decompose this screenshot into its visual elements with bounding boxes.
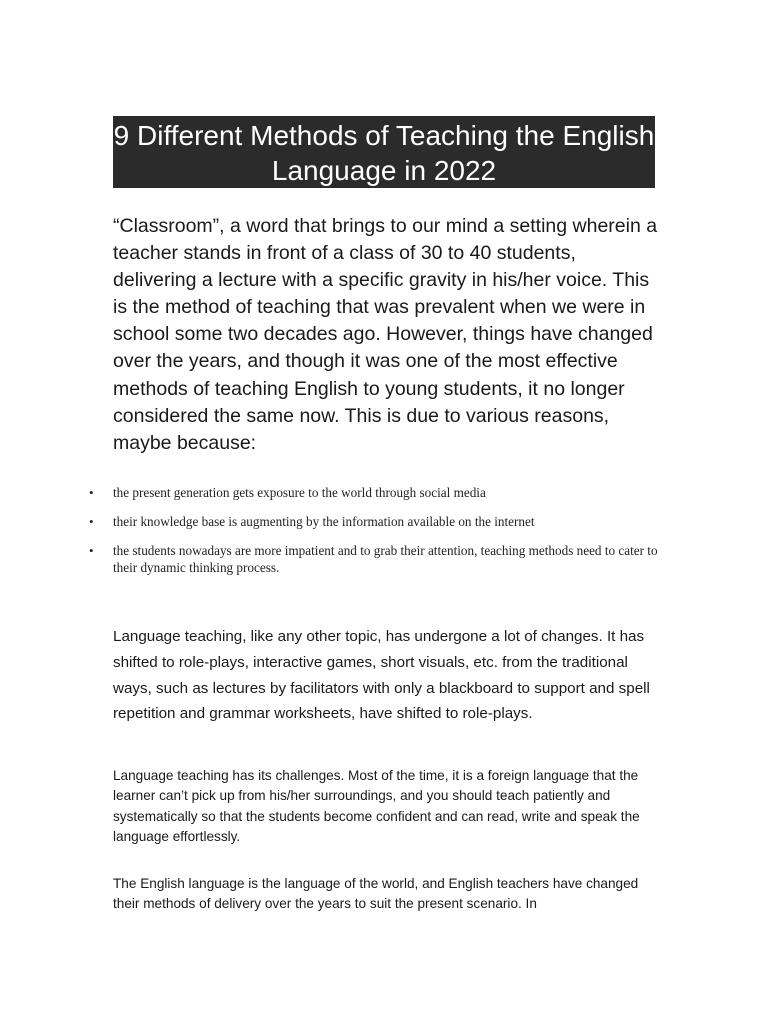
list-item-text: the students nowadays are more impatient and to grab their attention, teaching methods need to cater to their dynamic thinking process.	[113, 543, 658, 575]
list-item-text: the present generation gets exposure to the world through social media	[113, 485, 486, 500]
list-item	[89, 484, 658, 501]
bullet-icon: •	[89, 485, 94, 500]
bullet-icon: •	[89, 514, 94, 529]
body-paragraph-language-teaching: Language teaching, like any other topic, has undergone a lot of changes. It has shifted to role-plays, interactive games, short visuals, etc. from the traditional ways, such as lectures by facilitators with only a blackboard to support and spell repetition and grammar worksheets, have shifted to role-plays.	[113, 628, 650, 723]
bullet-list	[89, 484, 658, 588]
body-paragraph-english-language: The English language is the language of the world, and English teachers have changed their methods of delivery over the years to suit the present scenario. In	[113, 876, 639, 912]
list-item-text: their knowledge base is augmenting by the information available on the internet	[113, 514, 535, 529]
intro-paragraph: “Classroom”, a word that brings to our mind a setting wherein a teacher stands in front of a class of 30 to 40 students, delivering a lecture with a specific gravity in his/her voice. This is the method of teaching that was prevalent when we were in school some two decades ago. However, things have changed over the years, and though it was one of the most effective methods of teaching English to young students, it no longer considered the same now. This is due to various reasons, maybe because:	[113, 215, 658, 454]
page-title: 9 Different Methods of Teaching the English Language in 2022	[113, 116, 655, 188]
list-item	[89, 542, 658, 576]
list-item	[89, 513, 658, 530]
bullet-icon: •	[89, 543, 94, 558]
body-paragraph-challenges: Language teaching has its challenges. Most of the time, it is a foreign language that the learner can’t pick up from his/her surroundings, and you should teach patiently and systematically so that the students become confident and can read, write and speak the language effortlessly.	[113, 768, 640, 844]
